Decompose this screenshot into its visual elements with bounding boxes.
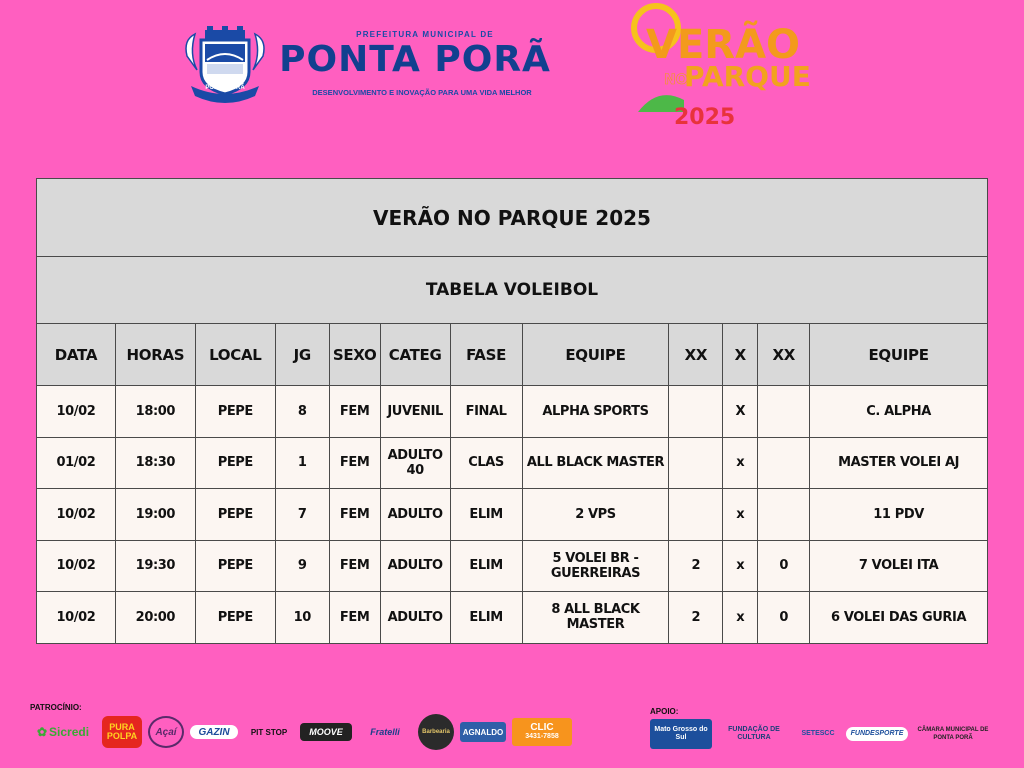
table-cell [669,437,723,489]
table-cell [669,386,723,438]
sponsors-label: PATROCÍNIO: [30,703,82,712]
column-header: SEXO [329,324,380,386]
sponsors-strip [30,712,572,752]
table-subtitle: TABELA VOLEIBOL [37,257,988,324]
table-cell: 10/02 [37,540,116,592]
table-cell: PEPE [195,592,275,644]
prefeitura-name: PONTA PORÃ [279,39,551,80]
column-header: XX [758,324,810,386]
table-row [37,540,988,592]
table-cell: 0 [758,592,810,644]
table-cell: FEM [329,540,380,592]
table-cell: 10 [275,592,329,644]
column-header: EQUIPE [522,324,669,386]
table-cell: PEPE [195,386,275,438]
table-cell: ADULTO [380,489,450,541]
table-cell: 19:30 [115,540,195,592]
table-cell: ALL BLACK MASTER [522,437,669,489]
table-cell [758,437,810,489]
table-cell: PEPE [195,437,275,489]
city-crest-logo [183,26,267,104]
sponsor-name: Sicredi [49,724,90,739]
table-cell [758,489,810,541]
table-cell: JUVENIL [380,386,450,438]
column-header: FASE [450,324,522,386]
table-cell: ADULTO 40 [380,437,450,489]
sponsor-acai-logo: Açaí [148,716,184,748]
crest-caption: PONTA PORÃ [205,85,245,91]
table-cell: FINAL [450,386,522,438]
table-cell: ELIM [450,592,522,644]
table-cell: MASTER VOLEI AJ [810,437,988,489]
table-cell: 8 ALL BLACK MASTER [522,592,669,644]
table-cell: 5 VOLEI BR - GUERREIRAS [522,540,669,592]
table-cell: 2 [669,540,723,592]
prefeitura-super: PREFEITURA MUNICIPAL DE [356,30,494,39]
table-cell: X [723,386,758,438]
column-header: HORAS [115,324,195,386]
table-cell: 1 [275,437,329,489]
table-cell: 0 [758,540,810,592]
flower-icon: ✿ [36,724,48,739]
table-cell: 01/02 [37,437,116,489]
table-cell: FEM [329,489,380,541]
table-cell [758,386,810,438]
table-cell: 11 PDV [810,489,988,541]
table-cell: PEPE [195,540,275,592]
table-cell: 18:30 [115,437,195,489]
column-header: CATEG [380,324,450,386]
table-cell: 10/02 [37,489,116,541]
sponsor-fratelli-logo: Fratelli [370,726,400,737]
clic-name: CLIC [530,722,554,733]
sponsor-agnaldo-logo: AGNALDO [460,722,506,742]
table-cell: ELIM [450,540,522,592]
table-row [37,386,988,438]
volleyball-schedule-table [36,178,988,644]
clic-phone: 3431-7858 [525,733,559,740]
sponsor-gazin-logo: GAZIN [190,725,238,739]
table-cell: 9 [275,540,329,592]
sponsor-moove-logo: MOOVE [300,723,352,741]
verao-line2: NO [664,72,688,88]
supporter-fundesporte-logo: FUNDESPORTE [846,727,908,741]
table-cell: 10/02 [37,592,116,644]
table-cell: 18:00 [115,386,195,438]
table-cell: FEM [329,592,380,644]
table-row [37,592,988,644]
supporter-camara-logo: CÂMARA MUNICIPAL DE PONTA PORÃ [917,727,989,741]
table-cell: ELIM [450,489,522,541]
table-cell: ALPHA SPORTS [522,386,669,438]
sponsor-barbearia-logo: Barbearia [418,714,454,750]
table-cell [669,489,723,541]
table-cell: FEM [329,386,380,438]
table-cell: x [723,592,758,644]
table-cell: 6 VOLEI DAS GURIA [810,592,988,644]
table-title: VERÃO NO PARQUE 2025 [37,179,988,257]
table-cell: C. ALPHA [810,386,988,438]
supporter-fundacao-cultura-logo: FUNDAÇÃO DE CULTURA [728,726,780,741]
table-header-row [37,324,988,386]
sponsor-pitstop-logo: PIT STOP [250,727,288,737]
table-row [37,489,988,541]
column-header: X [723,324,758,386]
table-cell: 20:00 [115,592,195,644]
table-cell: 7 [275,489,329,541]
supporter-ms-government-logo: Mato Grosso do Sul [650,719,712,749]
sponsor-pura-polpa-logo: PURA POLPA [102,716,142,748]
table-cell: 19:00 [115,489,195,541]
sponsor-clic-logo [512,718,572,746]
table-cell: 10/02 [37,386,116,438]
table-cell: 2 VPS [522,489,669,541]
table-cell: x [723,437,758,489]
verao-no-parque-logo [628,0,811,130]
column-header: LOCAL [195,324,275,386]
column-header: JG [275,324,329,386]
supporters-strip [650,716,992,752]
table-row [37,437,988,489]
verao-line3: PARQUE [684,60,811,93]
column-header: DATA [37,324,116,386]
column-header: EQUIPE [810,324,988,386]
table-cell: 7 VOLEI ITA [810,540,988,592]
table-cell: ADULTO [380,540,450,592]
table-cell: 2 [669,592,723,644]
sponsor-sicredi-logo [30,722,96,742]
table-cell: FEM [329,437,380,489]
support-label: APOIO: [650,707,679,716]
table-cell: x [723,489,758,541]
table-cell: PEPE [195,489,275,541]
table-cell: CLAS [450,437,522,489]
table-cell: x [723,540,758,592]
verao-line1: VERÃO [646,22,801,68]
prefeitura-tagline: DESENVOLVIMENTO E INOVAÇÃO PARA UMA VIDA MELHOR [312,88,532,97]
verao-year: 2025 [674,105,736,130]
table-cell: ADULTO [380,592,450,644]
table-cell: 8 [275,386,329,438]
supporter-setescc-logo: SETESCC [801,730,835,737]
column-header: XX [669,324,723,386]
